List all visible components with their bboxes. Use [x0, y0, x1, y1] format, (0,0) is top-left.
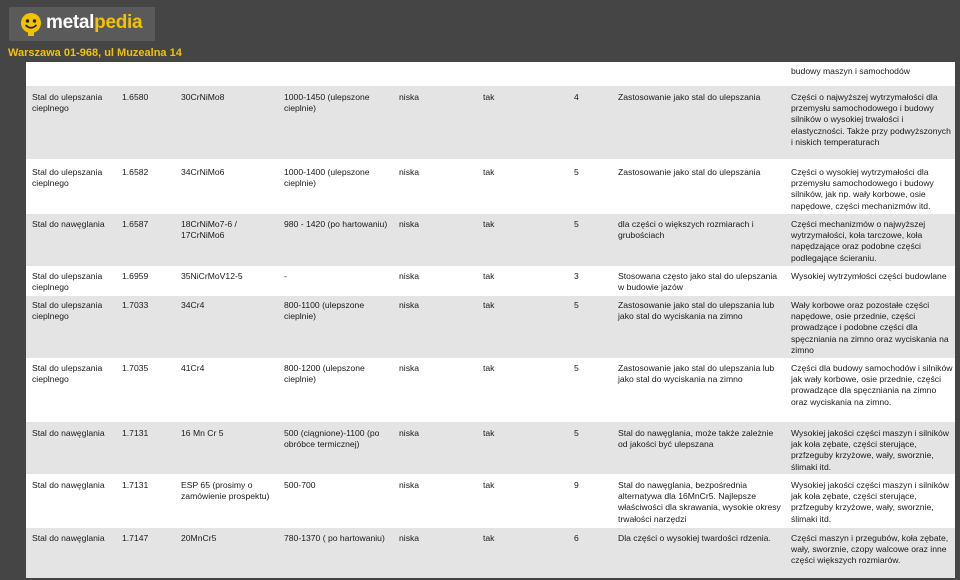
steel-table: [26, 62, 955, 578]
cell-yes-no: tak: [483, 271, 495, 281]
smiley-coin-icon: [19, 11, 43, 37]
cell-yes-no: tak: [483, 428, 495, 438]
cell-material-number: 1.7147: [122, 533, 149, 543]
cell-usage: Dla części o wysokiej twardości rdzenia.: [618, 533, 771, 543]
cell-application: Wysokiej jakości części maszyn i silników jak koła zębate, części sterujące, przfzeguby krzyżowe, wały, sworznie, ślimaki itd.: [791, 428, 949, 472]
cell-number: 6: [574, 533, 579, 543]
table-row: [26, 266, 955, 296]
cell-material-number: 1.7035: [122, 363, 149, 373]
cell-strength: 800-1100 (ulepszone cieplnie): [284, 300, 365, 322]
cell-usage: Zastosowanie jako stal do ulepszania: [618, 167, 761, 177]
cell-application: Części o wysokiej wytrzymałości dla przemysłu samochodowego i budowy silników, jak np. wały korbowe, osie napędowe, części mechanizmów itd.: [791, 167, 934, 211]
cell-yes-no: tak: [483, 300, 495, 310]
cell-steel-type: Stal do nawęglania: [32, 480, 105, 490]
cell-number: 5: [574, 167, 579, 177]
cell-grade: 18CrNiMo7-6 / 17CrNiMo6: [181, 219, 237, 241]
cell-level: niska: [399, 92, 420, 102]
cell-number: 5: [574, 300, 579, 310]
cell-material-number: 1.6580: [122, 92, 149, 102]
table-row: [26, 296, 955, 358]
cell-strength: 980 - 1420 (po hartowaniu): [284, 219, 388, 229]
cell-steel-type: Stal do ulepszania cieplnego: [32, 300, 103, 322]
cell-steel-type: Stal do nawęglania: [32, 428, 105, 438]
cell-steel-type: Stal do nawęglania: [32, 533, 105, 543]
cell-application-partial: budowy maszyn i samochodów: [791, 66, 910, 76]
cell-strength: 500-700: [284, 480, 316, 490]
cell-grade: 34CrNiMo6: [181, 167, 225, 177]
cell-application: Części o najwyższej wytrzymałości dla przemysłu samochodowego i budowy silników o wysokiej trwałości i elastyczności. Także przy podwyższonych i niskich temperaturach: [791, 92, 951, 147]
address: Warszawa 01-968, ul Muzealna 14: [8, 47, 182, 59]
table-row: [26, 528, 955, 578]
cell-usage: dla części o większych rozmiarach i grubościach: [618, 219, 754, 241]
cell-level: niska: [399, 300, 420, 310]
cell-level: niska: [399, 363, 420, 373]
table-row-partial: [26, 62, 955, 82]
cell-level: niska: [399, 480, 420, 490]
table-row: [26, 86, 955, 159]
cell-steel-type: Stal do nawęglania: [32, 219, 105, 229]
cell-application: Wysokiej jakości części maszyn i silników jak koła zębate, części sterujące, przfzeguby krzyżowe, wały, sworznie, ślimaki itd.: [791, 480, 949, 524]
cell-yes-no: tak: [483, 92, 495, 102]
cell-grade: 35NiCrMoV12-5: [181, 271, 243, 281]
cell-level: niska: [399, 167, 420, 177]
cell-level: niska: [399, 219, 420, 229]
cell-application: Wały korbowe oraz pozostałe części napędowe, osie przednie, części prowadzące i podobne części dla spęczniania na zimno oraz wyciskania na zimno: [791, 300, 949, 355]
cell-material-number: 1.6959: [122, 271, 149, 281]
cell-level: niska: [399, 533, 420, 543]
table-row: [26, 358, 955, 422]
cell-number: 5: [574, 428, 579, 438]
cell-material-number: 1.6582: [122, 167, 149, 177]
table-row: [26, 422, 955, 474]
cell-yes-no: tak: [483, 219, 495, 229]
cell-steel-type: Stal do ulepszania cieplnego: [32, 167, 103, 189]
cell-number: 9: [574, 480, 579, 490]
cell-usage: Zastosowanie jako stal do ulepszania lub jako stal do wyciskania na zimno: [618, 363, 775, 385]
cell-application: Wysokiej wytrzymłości części budowlane: [791, 271, 947, 281]
cell-strength: 1000-1450 (ulepszone cieplnie): [284, 92, 370, 114]
cell-material-number: 1.7131: [122, 428, 149, 438]
cell-application: Części dla budowy samochodów i silników jak wały korbowe, osie przednie, części prowadzące dla spęczniania na zimno oraz wyciskania na zimno.: [791, 363, 953, 407]
cell-usage: Zastosowanie jako stal do ulepszania lub jako stal do wyciskania na zimno: [618, 300, 775, 322]
cell-level: niska: [399, 271, 420, 281]
cell-application: Części maszyn i przegubów, koła zębate, wały, sworznie, czopy walcowe oraz inne części większych rozmiarów.: [791, 533, 949, 566]
cell-number: 3: [574, 271, 579, 281]
logo[interactable]: [9, 7, 155, 41]
cell-grade: 30CrNiMo8: [181, 92, 225, 102]
logo-text: metalpedia: [46, 12, 143, 33]
cell-grade: 41Cr4: [181, 363, 205, 373]
cell-usage: Stal do nawęglania, może także zależnie od jakości być ulepszana: [618, 428, 774, 450]
cell-strength: 1000-1400 (ulepszone cieplnie): [284, 167, 370, 189]
cell-grade: 20MnCr5: [181, 533, 217, 543]
cell-number: 5: [574, 363, 579, 373]
cell-usage: Stosowana często jako stal do ulepszania w budowie jazów: [618, 271, 778, 293]
cell-material-number: 1.6587: [122, 219, 149, 229]
table-row: [26, 474, 955, 528]
cell-steel-type: Stal do ulepszania cieplnego: [32, 363, 103, 385]
frame-right: [955, 62, 960, 580]
cell-usage: Stal do nawęglania, bezpośrednia alternatywa dla 16MnCr5. Najlepsze właściwości dla skrawania, wysokie okresy trwałości narzędzi: [618, 480, 781, 524]
cell-yes-no: tak: [483, 167, 495, 177]
table-row: [26, 159, 955, 214]
cell-number: 5: [574, 219, 579, 229]
table-row: [26, 214, 955, 266]
cell-yes-no: tak: [483, 363, 495, 373]
cell-grade: 34Cr4: [181, 300, 205, 310]
cell-material-number: 1.7033: [122, 300, 149, 310]
cell-level: niska: [399, 428, 420, 438]
site-header: [0, 0, 960, 62]
cell-usage: Zastosowanie jako stal do ulepszania: [618, 92, 761, 102]
cell-number: 4: [574, 92, 579, 102]
cell-grade: ESP 65 (prosimy o zamówienie prospektu): [181, 480, 270, 502]
cell-application: Części mechanizmów o najwyższej wytrzymałości, koła tarczowe, koła napędzające oraz podobne części podlegające ścieraniu.: [791, 219, 926, 263]
cell-yes-no: tak: [483, 480, 495, 490]
cell-strength: -: [284, 271, 287, 281]
cell-strength: 500 (ciągnione)-1100 (po obróbce termicznej): [284, 428, 380, 450]
frame-left: [0, 62, 26, 580]
cell-strength: 780-1370 ( po hartowaniu): [284, 533, 385, 543]
cell-steel-type: Stal do ulepszania cieplnego: [32, 271, 103, 293]
cell-yes-no: tak: [483, 533, 495, 543]
cell-material-number: 1.7131: [122, 480, 149, 490]
cell-strength: 800-1200 (ulepszone cieplnie): [284, 363, 365, 385]
cell-grade: 16 Mn Cr 5: [181, 428, 224, 438]
cell-steel-type: Stal do ulepszania cieplnego: [32, 92, 103, 114]
